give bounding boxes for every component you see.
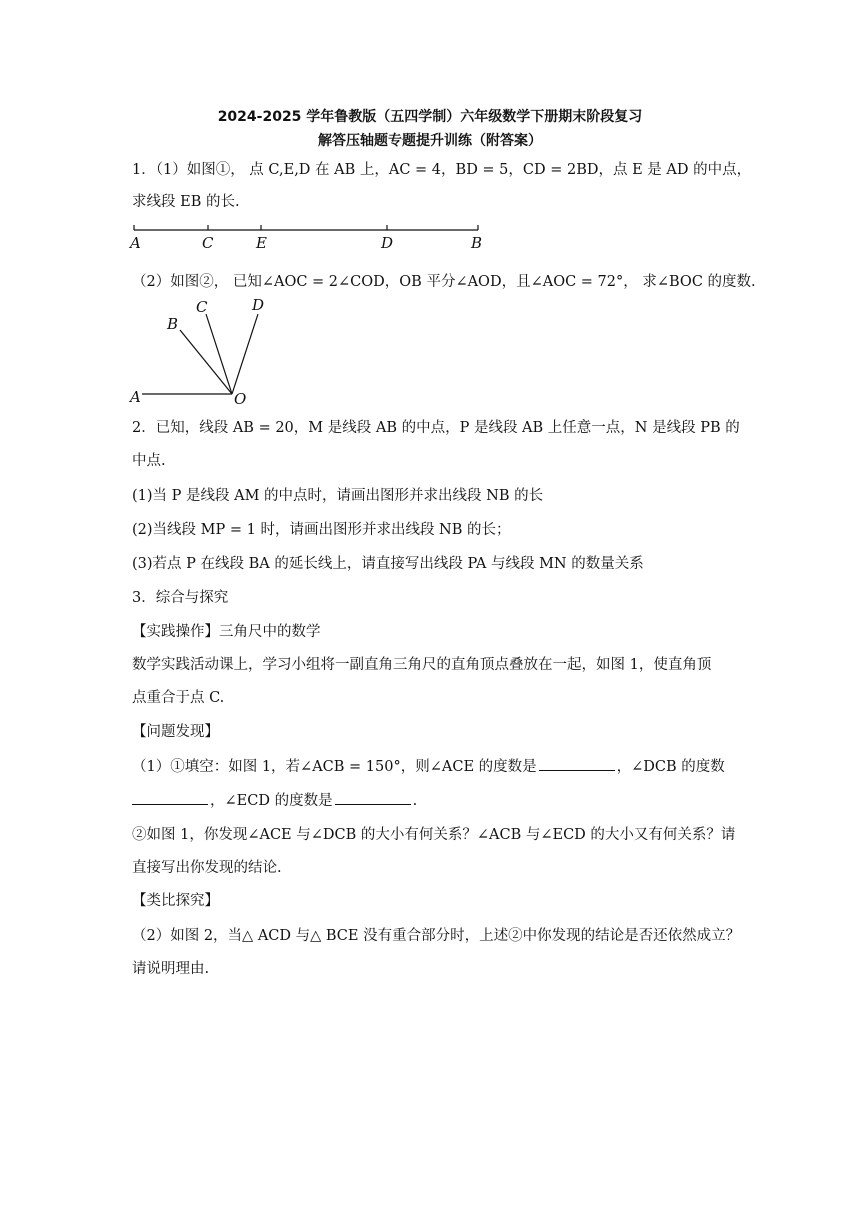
fig1-label-b: B	[471, 234, 483, 252]
q2-line1: 2．已知，线段 AB = 20，M 是线段 AB 的中点，P 是线段 AB 上任意一点，N 是线段 PB 的	[132, 420, 740, 436]
q3-fill-text-c: ，∠ECD 的度数是	[210, 793, 333, 809]
q3-fill-text-b: ，∠DCB 的度数	[616, 759, 725, 775]
q3-analogy-line2: 请说明理由.	[132, 961, 210, 977]
fig1-label-d: D	[381, 234, 394, 252]
q3-fill-text-d: .	[412, 793, 418, 809]
fig2-label-c: C	[196, 298, 208, 316]
q1-part2-line: （2）如图②， 已知∠AOC = 2∠COD，OB 平分∠AOD，且∠AOC = 72°， 求∠BOC 的度数.	[132, 274, 756, 290]
fig2-label-o: O	[234, 390, 247, 408]
blank-ecd[interactable]	[335, 790, 411, 805]
q3-analogy-heading: 【类比探究】	[132, 893, 219, 909]
q3-fill-text-a: （1）①填空：如图 1，若∠ACB = 150°，则∠ACE 的度数是	[132, 759, 537, 775]
fig1-label-c: C	[202, 234, 214, 252]
q2-sub3: (3)若点 P 在线段 BA 的延长线上，请直接写出线段 PA 与线段 MN 的数量关系	[132, 556, 644, 572]
q2-sub1: (1)当 P 是线段 AM 的中点时，请画出图形并求出线段 NB 的长	[132, 488, 544, 504]
q3-title: 3．综合与探究	[132, 590, 229, 606]
q3-discover-heading: 【问题发现】	[132, 724, 219, 740]
q3-q2-line2: 直接写出你发现的结论.	[132, 860, 282, 876]
fig1-label-e: E	[256, 234, 267, 252]
q3-desc-line1: 数学实践活动课上，学习小组将一副直角三角尺的直角顶点叠放在一起，如图 1，使直角顶	[132, 657, 712, 673]
figure-2-angles	[128, 292, 268, 408]
title-line-1: 2024-2025 学年鲁教版（五四学制）六年级数学下册期末阶段复习	[217, 109, 643, 125]
q3-q2-line1: ②如图 1，你发现∠ACE 与∠DCB 的大小有何关系？∠ACB 与∠ECD 的大小又有何关系？请	[132, 827, 736, 843]
fig2-label-a: A	[130, 388, 141, 406]
title-line-2: 解答压轴题专题提升训练（附答案）	[318, 133, 542, 149]
blank-dcb[interactable]	[132, 790, 208, 805]
q2-line2: 中点.	[132, 453, 166, 469]
figure-1-segment	[128, 220, 488, 254]
q3-fill-line2	[132, 789, 732, 810]
q1-part1-line1: 1．（1）如图①， 点 C,E,D 在 AB 上，AC = 4，BD = 5，CD = 2BD，点 E 是 AD 的中点，	[132, 162, 752, 178]
q3-practice-heading: 【实践操作】三角尺中的数学	[132, 624, 321, 640]
q3-fill-line1	[132, 755, 732, 776]
q2-sub2: (2)当线段 MP = 1 时，请画出图形并求出线段 NB 的长；	[132, 522, 511, 538]
q3-analogy-line1: （2）如图 2，当△ ACD 与△ BCE 没有重合部分时，上述②中你发现的结论是否还依然成立？	[132, 928, 741, 944]
q3-desc-line2: 点重合于点 C.	[132, 690, 225, 706]
fig2-label-d: D	[252, 296, 265, 314]
fig2-label-b: B	[167, 315, 179, 333]
q1-part1-line2: 求线段 EB 的长.	[132, 194, 240, 210]
blank-ace[interactable]	[539, 756, 615, 771]
fig1-label-a: A	[130, 234, 141, 252]
